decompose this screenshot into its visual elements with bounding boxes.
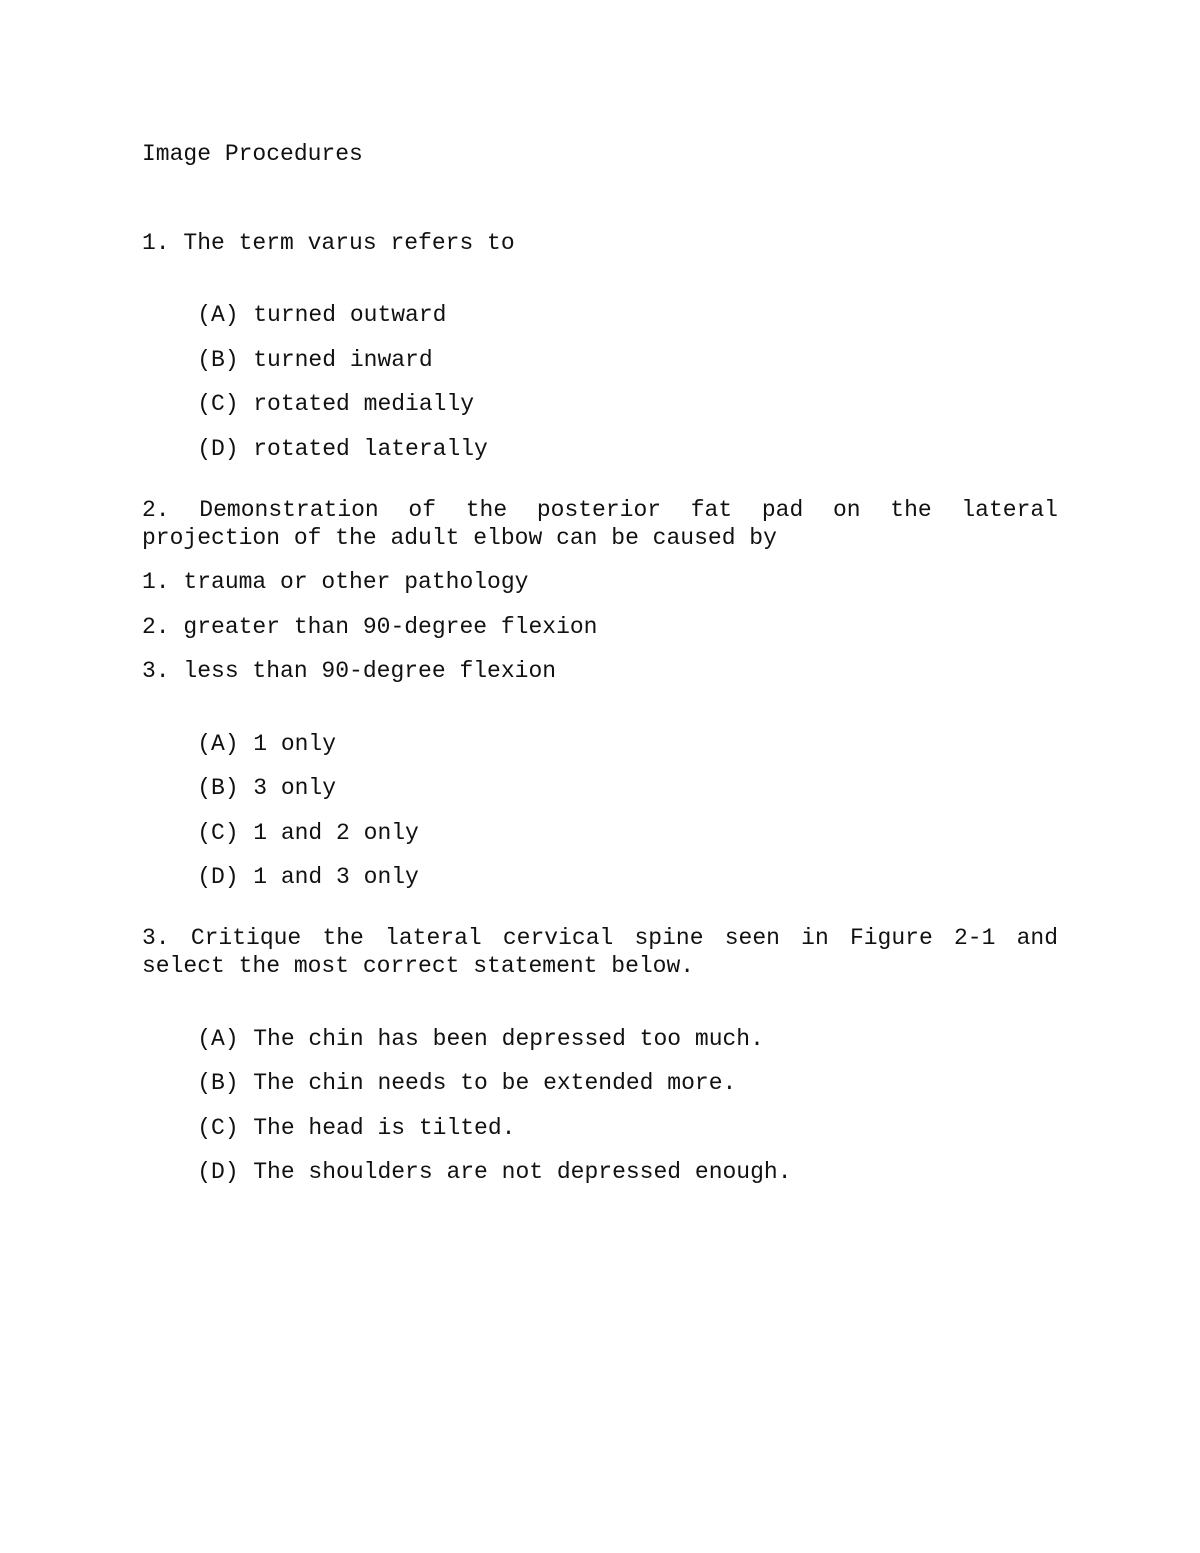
question-2-item-3: 3. less than 90-degree flexion: [142, 658, 557, 684]
choice-letter: (D): [197, 436, 239, 462]
choice-text: The chin has been depressed too much.: [253, 1026, 764, 1052]
choice-text: The chin needs to be extended more.: [253, 1070, 737, 1096]
choice-text: rotated medially: [253, 391, 475, 417]
choice-text: The head is tilted.: [253, 1115, 516, 1141]
choice-letter: (A): [197, 1026, 239, 1052]
choice-text: rotated laterally: [253, 436, 488, 462]
question-2-stem: 2. Demonstration of the posterior fat pad on the lateral projection of the adult elbow can be caused by: [142, 497, 1058, 551]
question-2-item-1: 1. trauma or other pathology: [142, 569, 529, 595]
choice-letter: (C): [197, 820, 239, 846]
choice-text: turned inward: [253, 347, 433, 373]
question-3-choice-d: [142, 1130, 792, 1214]
choice-letter: (C): [197, 391, 239, 417]
choice-text: 1 only: [253, 731, 337, 757]
choice-letter: (D): [197, 1159, 239, 1185]
question-2-choice-d: [142, 835, 419, 919]
choice-letter: (C): [197, 1115, 239, 1141]
choice-letter: (D): [197, 864, 239, 890]
choice-text: The shoulders are not depressed enough.: [253, 1159, 792, 1185]
question-1-choice-d: [142, 407, 488, 491]
choice-text: 1 and 3 only: [253, 864, 419, 890]
choice-letter: (B): [197, 775, 239, 801]
document-title: Image Procedures: [142, 141, 363, 167]
choice-letter: (B): [197, 1070, 239, 1096]
choice-letter: (A): [197, 302, 239, 328]
choice-text: turned outward: [253, 302, 447, 328]
choice-letter: (B): [197, 347, 239, 373]
question-1-stem: 1. The term varus refers to: [142, 230, 515, 256]
question-3-stem: 3. Critique the lateral cervical spine seen in Figure 2-1 and select the most correct statement below.: [142, 925, 1058, 979]
choice-letter: (A): [197, 731, 239, 757]
choice-text: 1 and 2 only: [253, 820, 419, 846]
choice-text: 3 only: [253, 775, 337, 801]
question-2-item-2: 2. greater than 90-degree flexion: [142, 614, 598, 640]
